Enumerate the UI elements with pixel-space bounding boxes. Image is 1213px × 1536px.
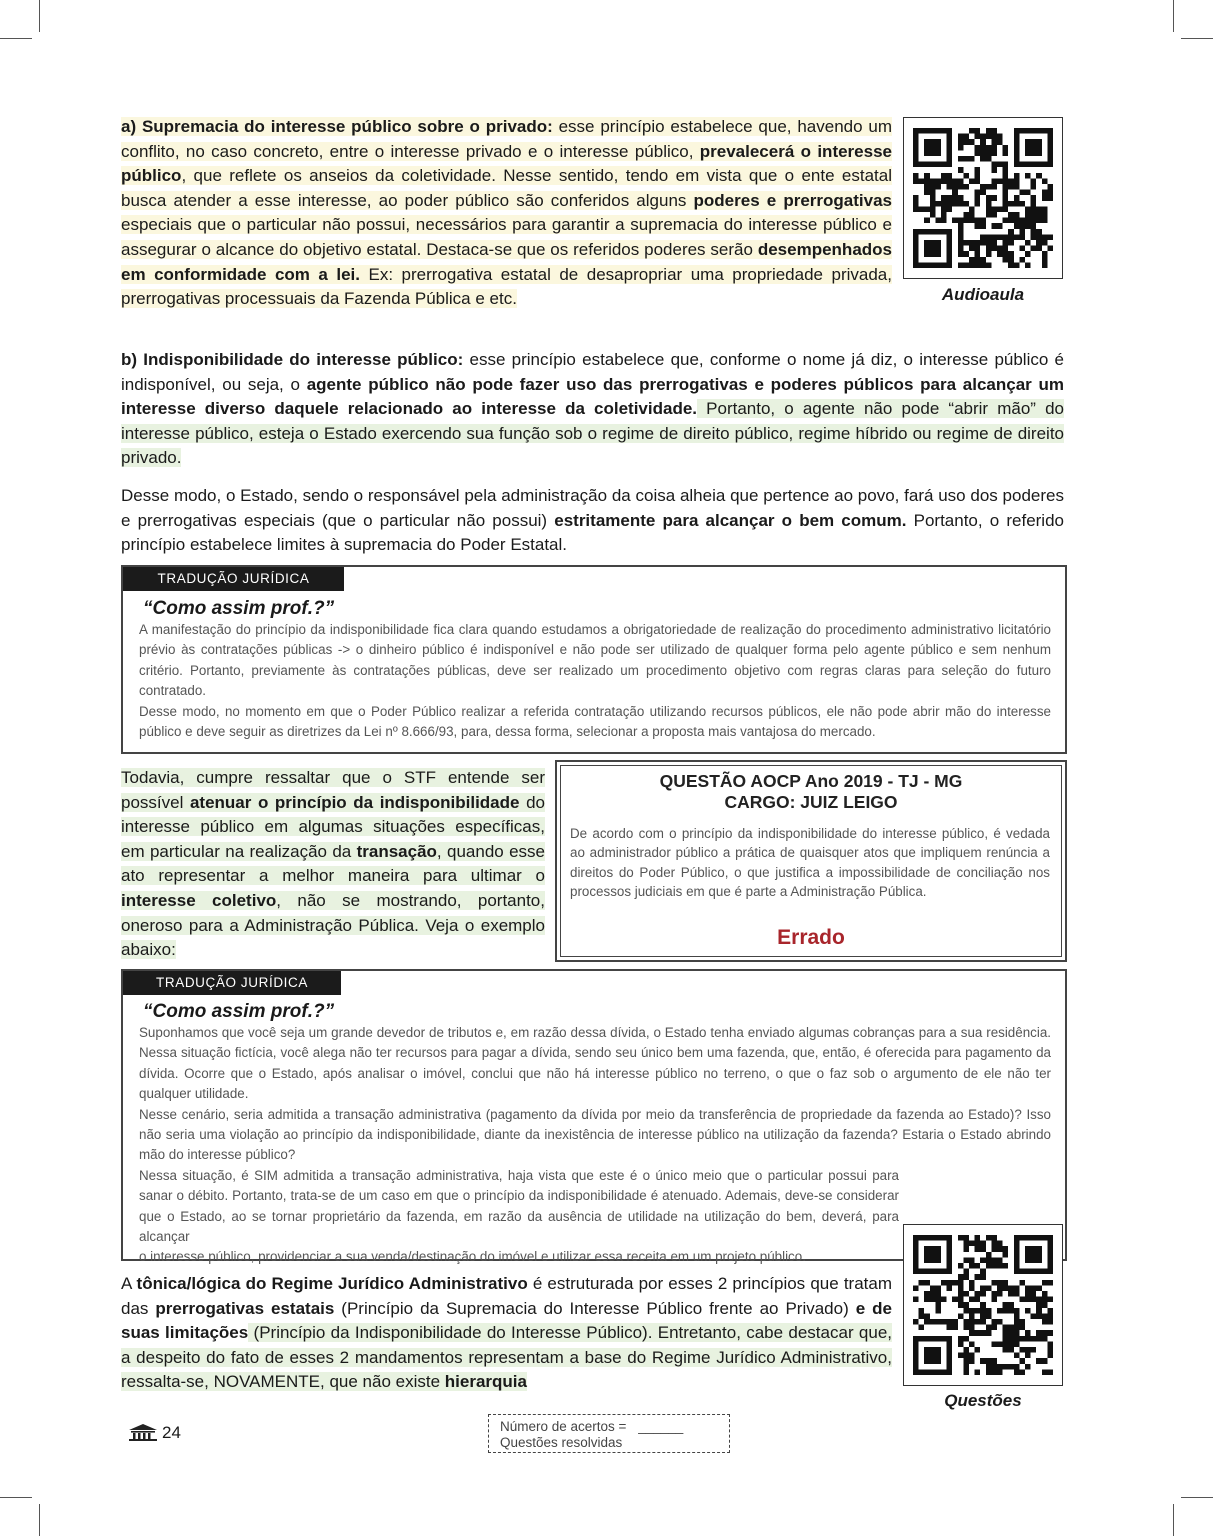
text: , quando esse ato representar a melhor maneira para ultimar o xyxy=(121,841,545,886)
score-label-resolvidas: Questões resolvidas xyxy=(500,1435,623,1450)
crop-mark xyxy=(0,38,32,39)
box-paragraph: A manifestação do princípio da indisponibilidade fica clara quando estudamos a obrigatoriedade de realização do procedimento administrativo licitatório prévio às contratações públicas -> o dinheiro público é indisponível e não pode ser utilizado de qualquer forma pelo agente público e sem nenhum critério. Portanto, previamente às contratações públicas, deve ser realizado um procedimento objetivo com regras claras para seleção do futuro contratado. xyxy=(139,622,1051,699)
box-paragraph: Desse modo, no momento em que o Poder Público realizar a referida contratação utilizando recursos públicos, ele não pode abrir mão do interesse público e deve seguir as diretrizes da Lei nº 8.666/93, para, dessa forma, selecionar a proposta mais vantajosa do mercado. xyxy=(139,703,1051,740)
text: Todavia, cumpre ressaltar que o STF entende ser possível xyxy=(121,768,545,812)
text: , que reflete os anseios da coletividade. Nesse sentido, tendo em vista que o ente estatal busca atender a esse interesse, ao poder público são conferidos alguns xyxy=(121,166,892,210)
score-label: Número de acertos = xyxy=(500,1419,627,1434)
emphasis: e de suas limitações xyxy=(121,1298,892,1343)
emphasis: interesse coletivo xyxy=(121,890,277,910)
question-box xyxy=(555,760,1067,962)
emphasis: atenuar o princípio da indisponibilidade xyxy=(189,792,520,812)
emphasis: prevalecerá o interesse público xyxy=(121,141,892,186)
box-paragraph: Nesse cenário, seria admitida a transação administrativa (pagamento da dívida por meio da transferência de propriedade da fazenda ao Estado)? Isso não seria uma violação ao princípio da indisponibilidade, diante da inexistência de interesse público na utilização da fazenda? Estaria o Estado abrindo mão do interesse público? xyxy=(139,1106,1051,1163)
text: esse princípio estabelece que, havendo um conflito, no caso concreto, entre o interesse privado e o interesse público, xyxy=(121,117,892,161)
emphasis: desempenhados em conformidade com a lei. xyxy=(121,239,892,284)
crop-mark xyxy=(39,0,40,32)
text: Desse modo, o Estado, sendo o responsável pela administração da coisa alheia que pertence ao povo, fará uso dos poderes e prerrogativas especiais (que o particular não possui) xyxy=(121,486,1064,530)
crop-mark xyxy=(0,1497,32,1498)
question-title-line: CARGO: JUIZ LEIGO xyxy=(724,792,898,812)
traducao-juridica-tab: TRADUÇÃO JURÍDICA xyxy=(123,567,344,591)
traducao-juridica-box-1 xyxy=(121,565,1067,754)
box-question: “Como assim prof.?” xyxy=(143,1001,335,1022)
qr-code-icon xyxy=(913,1234,1053,1376)
emphasis: hierarquia xyxy=(444,1372,527,1392)
traducao-juridica-tab: TRADUÇÃO JURÍDICA xyxy=(123,971,341,995)
paragraph-desse-modo xyxy=(121,484,1064,558)
box-body xyxy=(139,620,1051,742)
item-label: a) xyxy=(121,117,137,136)
qr-caption-questoes: Questões xyxy=(944,1391,1022,1410)
qr-caption-audioaula: Audioaula xyxy=(941,285,1025,304)
score-label-acertos xyxy=(500,1419,683,1434)
score-blank: ______ xyxy=(638,1419,684,1434)
text: A xyxy=(121,1274,137,1293)
text: Portanto, o referido princípio estabelece limites à supremacia do Poder Estatal. xyxy=(121,510,1064,555)
box-paragraph: Nessa situação, é SIM admitida a transação administrativa, haja vista que este é o único meio que o particular possui para sanar o débito. Portanto, trata-se de um caso em que o princípio da indisponibilidade é atenuado. Ademais, deve-se considerar que o Estado, ao se tornar proprietário da fazenda, em razão da ausência de utilidade na utilização do bem, deverá, para alcançar xyxy=(139,1167,899,1245)
emphasis: prerrogativas estatais xyxy=(155,1298,335,1318)
courthouse-icon xyxy=(128,1423,158,1441)
crop-mark xyxy=(39,1504,40,1536)
qr-code-icon xyxy=(913,127,1053,269)
page-number: 24 xyxy=(162,1423,181,1442)
score-box xyxy=(488,1414,730,1453)
text: (Princípio da Supremacia do Interesse Público frente ao Privado) xyxy=(334,1298,856,1318)
question-answer: Errado xyxy=(777,926,845,949)
text: Ex: prerrogativa estatal de desapropriar uma propriedade privada, prerrogativas processuais da Fazenda Pública e etc. xyxy=(121,264,892,309)
crop-mark xyxy=(1173,0,1174,32)
crop-mark xyxy=(1181,38,1213,39)
emphasis: estritamente para alcançar o bem comum. xyxy=(554,510,907,530)
paragraph-indisponibilidade xyxy=(121,348,1064,471)
highlighted-text: Portanto, o agente não pode “abrir mão” do interesse público, esteja o Estado exercendo sua função sob o regime de direito público, regime híbrido ou regime de direito privado. xyxy=(121,399,1064,468)
box-paragraph: Suponhamos que você seja um grande devedor de tributos e, em razão dessa dívida, o Estado tenha enviado algumas cobranças para a sua residência. Nessa situação fictícia, você alega não ter recursos para pagar a dívida, sendo seu único bem uma fazenda, que, então, é oferecida para pagamento da dívida. Ocorre que o Estado, após analisar o imóvel, conclui que não há interesse público no terreno, o que o faz sob o argumento de ele não ter qualquer utilidade. xyxy=(139,1025,1051,1102)
question-title-line: QUESTÃO AOCP Ano 2019 - TJ - MG xyxy=(659,771,963,791)
paragraph-supremacia xyxy=(121,115,892,312)
text: é estruturada por esses 2 princípios que tratam das xyxy=(121,1274,892,1318)
principle-title: Supremacia do interesse público sobre o privado: xyxy=(141,117,553,136)
crop-mark xyxy=(1173,1504,1174,1536)
emphasis: tônica/lógica do Regime Jurídico Administrativo xyxy=(136,1274,528,1293)
emphasis: transação xyxy=(356,841,437,861)
text: do interesse público em algumas situações específicas, em particular na realização da xyxy=(121,792,545,861)
text: , não se mostrando, portanto, oneroso para a Administração Pública. Veja o exemplo abaixo: xyxy=(121,890,545,960)
box-paragraph: o interesse público, providenciar a sua venda/destinação do imóvel e utilizar essa receita em um projeto público. xyxy=(139,1249,806,1265)
box-question: “Como assim prof.?” xyxy=(143,598,335,619)
traducao-juridica-box-2 xyxy=(121,969,1067,1265)
qr-code-questoes[interactable] xyxy=(903,1224,1063,1386)
text: especiais que o particular não possui, necessários para garantir a supremacia do interesse público e assegurar o alcance do objetivo estatal. Destaca-se que os referidos poderes serão xyxy=(121,215,892,259)
emphasis: poderes e prerrogativas xyxy=(693,190,892,210)
crop-mark xyxy=(1181,1497,1213,1498)
highlighted-text: (Princípio da Indisponibilidade do Interesse Público). Entretanto, cabe destacar que, a despeito do fato de esses 2 mandamentos representam a base do Regime Jurídico Administrativo, ressalta-se, NOVAMENTE, que não existe xyxy=(121,1323,893,1392)
paragraph-todavia xyxy=(121,766,545,963)
principle-title: b) Indisponibilidade do interesse público: xyxy=(121,350,464,369)
qr-code-audioaula[interactable] xyxy=(903,117,1063,279)
emphasis: agente público não pode fazer uso das prerrogativas e poderes públicos para alcançar um interesse diverso daquele relacionado ao interesse da coletividade. xyxy=(121,374,1064,419)
text: esse princípio estabelece que, conforme o nome já diz, o interesse público é indisponível, ou seja, o xyxy=(121,350,1064,394)
question-statement: De acordo com o princípio da indisponibilidade do interesse público, é vedada ao administrador público a prática de quaisquer atos que impliquem renúncia a direitos do Poder Público, o que justifica a impossibilidade de conciliação nos processos judiciais em que é parte a Administração Pública. xyxy=(570,826,1050,899)
paragraph-tonica xyxy=(121,1272,892,1395)
question-title xyxy=(567,771,1055,813)
